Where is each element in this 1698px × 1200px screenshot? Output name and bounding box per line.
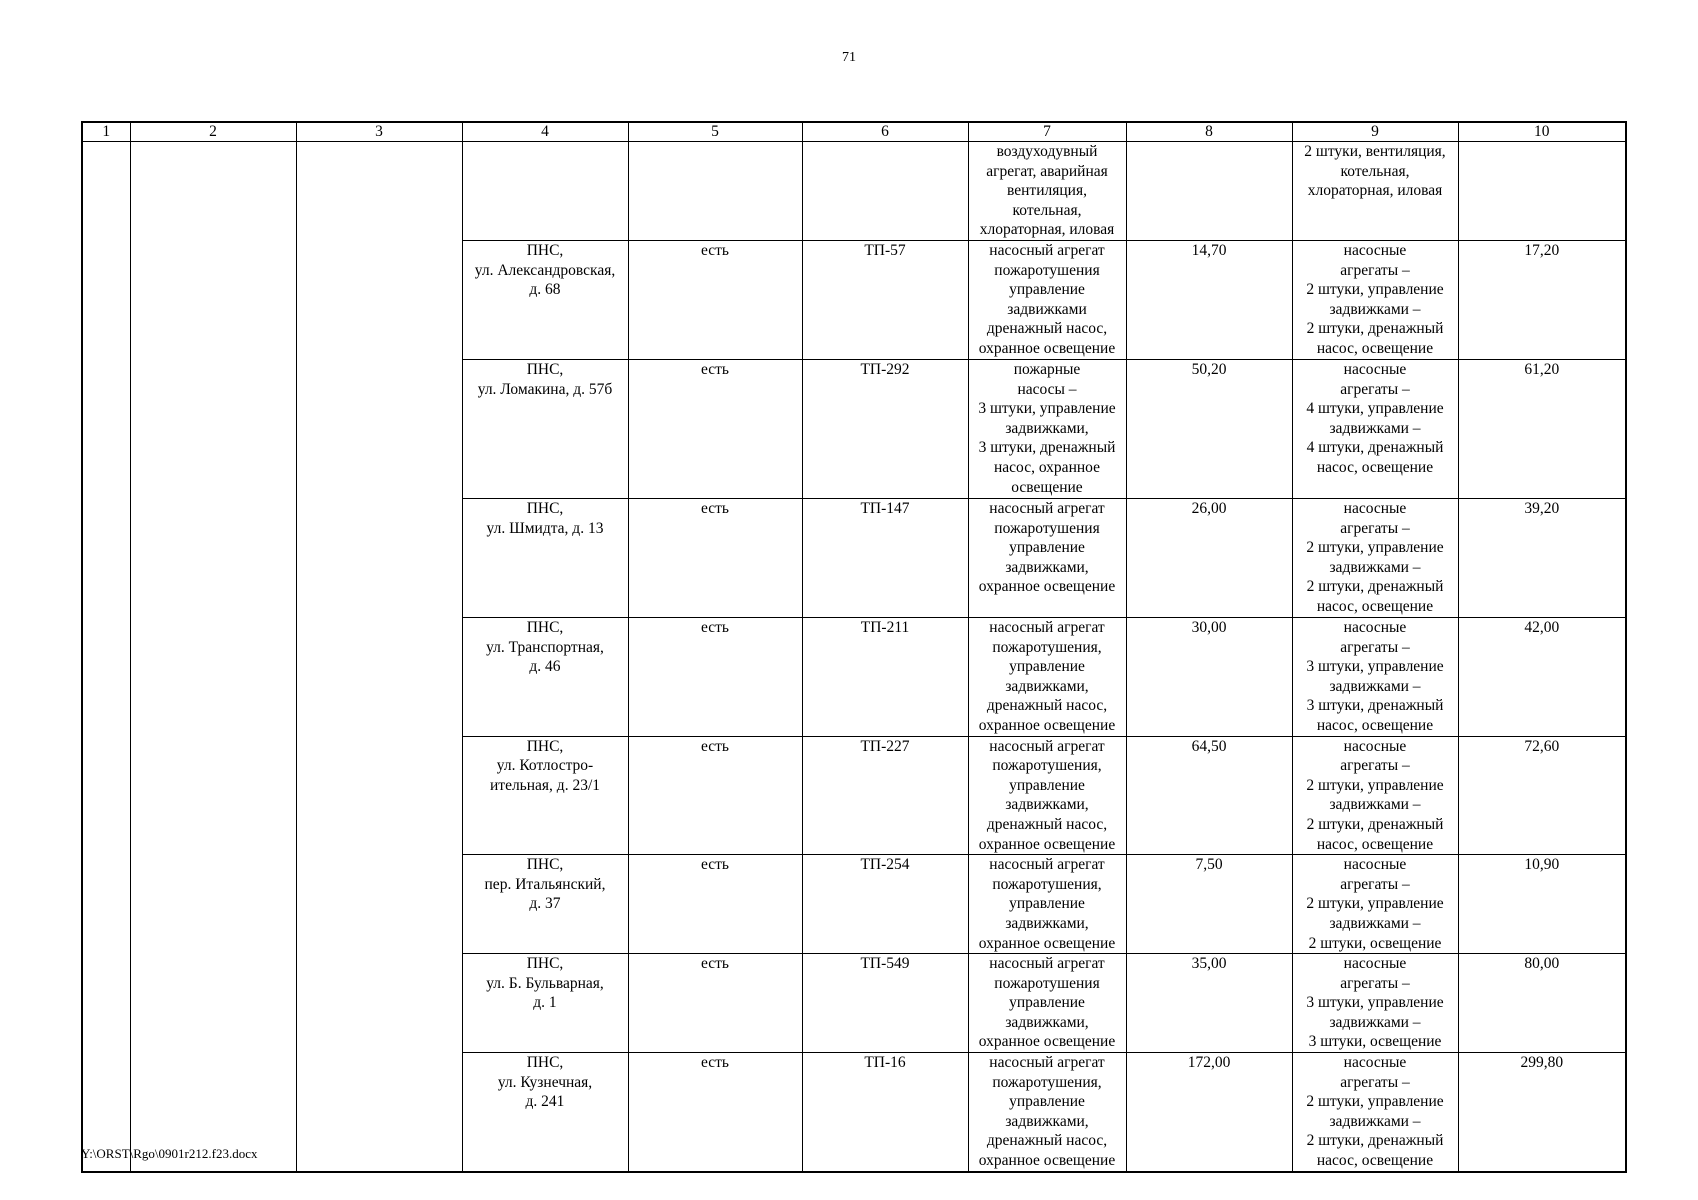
cell-substation: ТП-292 bbox=[802, 360, 968, 499]
cell-total: 299,80 bbox=[1458, 1053, 1626, 1172]
header-cell: 5 bbox=[628, 122, 802, 142]
cell-col-8 bbox=[1126, 142, 1292, 241]
cell-equipment: насосный агрегат пожаротушения, управление задвижками, охранное освещение bbox=[968, 855, 1126, 954]
header-cell: 6 bbox=[802, 122, 968, 142]
cell-value: 26,00 bbox=[1126, 499, 1292, 618]
header-cell: 8 bbox=[1126, 122, 1292, 142]
cell-total: 61,20 bbox=[1458, 360, 1626, 499]
cell-equipment: насосный агрегат пожаротушения управление задвижками дренажный насос, охранное освещение bbox=[968, 241, 1126, 360]
cell-availability: есть bbox=[628, 736, 802, 855]
header-cell: 4 bbox=[462, 122, 628, 142]
cell-availability: есть bbox=[628, 360, 802, 499]
cell-availability: есть bbox=[628, 855, 802, 954]
cell-total: 17,20 bbox=[1458, 241, 1626, 360]
cell-value: 30,00 bbox=[1126, 618, 1292, 737]
continuation-row bbox=[82, 142, 1626, 241]
cell-value: 7,50 bbox=[1126, 855, 1292, 954]
cell-total: 42,00 bbox=[1458, 618, 1626, 737]
footer-file-path: Y:\ORST\Rgo\0901r212.f23.docx bbox=[81, 1146, 258, 1161]
cell-station: ПНС, ул. Б. Бульварная, д. 1 bbox=[462, 954, 628, 1053]
cell-value: 14,70 bbox=[1126, 241, 1292, 360]
data-table bbox=[81, 121, 1627, 1173]
cell-equipment-summary: насосные агрегаты – 3 штуки, управление задвижками – 3 штуки, дренажный насос, освещение bbox=[1292, 618, 1458, 737]
cell-substation: ТП-211 bbox=[802, 618, 968, 737]
cell-value: 35,00 bbox=[1126, 954, 1292, 1053]
header-cell: 1 bbox=[82, 122, 130, 142]
cell-substation: ТП-227 bbox=[802, 736, 968, 855]
cell-total: 72,60 bbox=[1458, 736, 1626, 855]
cell-availability: есть bbox=[628, 1053, 802, 1172]
cell-equipment: насосный агрегат пожаротушения, управление задвижками, дренажный насос, охранное освещение bbox=[968, 618, 1126, 737]
cell-station: ПНС, ул. Шмидта, д. 13 bbox=[462, 499, 628, 618]
data-table-container bbox=[81, 121, 1625, 1173]
cell-col-4 bbox=[462, 142, 628, 241]
cell-equipment-summary: насосные агрегаты – 4 штуки, управление задвижками – 4 штуки, дренажный насос, освещение bbox=[1292, 360, 1458, 499]
cell-availability: есть bbox=[628, 241, 802, 360]
cell-equipment-summary: насосные агрегаты – 2 штуки, управление задвижками – 2 штуки, дренажный насос, освещение bbox=[1292, 736, 1458, 855]
cell-total: 10,90 bbox=[1458, 855, 1626, 954]
cell-station: ПНС, ул. Транспортная, д. 46 bbox=[462, 618, 628, 737]
cell-col-1 bbox=[82, 142, 130, 1172]
cell-col-5 bbox=[628, 142, 802, 241]
header-cell: 10 bbox=[1458, 122, 1626, 142]
cell-equipment: насосный агрегат пожаротушения, управление задвижками, дренажный насос, охранное освещение bbox=[968, 736, 1126, 855]
cell-equipment-summary: насосные агрегаты – 2 штуки, управление задвижками – 2 штуки, освещение bbox=[1292, 855, 1458, 954]
header-row bbox=[82, 122, 1626, 142]
cell-availability: есть bbox=[628, 954, 802, 1053]
cell-substation: ТП-147 bbox=[802, 499, 968, 618]
cell-station: ПНС, ул. Александровская, д. 68 bbox=[462, 241, 628, 360]
cell-equipment: насосный агрегат пожаротушения управление задвижками, охранное освещение bbox=[968, 954, 1126, 1053]
cell-equipment-summary: насосные агрегаты – 2 штуки, управление задвижками – 2 штуки, дренажный насос, освещение bbox=[1292, 1053, 1458, 1172]
cell-substation: ТП-57 bbox=[802, 241, 968, 360]
cell-value: 50,20 bbox=[1126, 360, 1292, 499]
header-cell: 3 bbox=[296, 122, 462, 142]
cell-value: 172,00 bbox=[1126, 1053, 1292, 1172]
cell-station: ПНС, ул. Кузнечная, д. 241 bbox=[462, 1053, 628, 1172]
cell-total: 39,20 bbox=[1458, 499, 1626, 618]
cell-substation: ТП-254 bbox=[802, 855, 968, 954]
header-cell: 2 bbox=[130, 122, 296, 142]
header-cell: 9 bbox=[1292, 122, 1458, 142]
cell-value: 64,50 bbox=[1126, 736, 1292, 855]
cell-equipment-summary: 2 штуки, вентиляция, котельная, хлораторная, иловая bbox=[1292, 142, 1458, 241]
cell-station: ПНС, ул. Ломакина, д. 57б bbox=[462, 360, 628, 499]
page-number: 71 bbox=[842, 50, 856, 65]
cell-substation: ТП-16 bbox=[802, 1053, 968, 1172]
cell-equipment-summary: насосные агрегаты – 2 штуки, управление задвижками – 2 штуки, дренажный насос, освещение bbox=[1292, 499, 1458, 618]
cell-equipment: пожарные насосы – 3 штуки, управление задвижками, 3 штуки, дренажный насос, охранное освещение bbox=[968, 360, 1126, 499]
cell-equipment: насосный агрегат пожаротушения, управление задвижками, дренажный насос, охранное освещение bbox=[968, 1053, 1126, 1172]
cell-availability: есть bbox=[628, 499, 802, 618]
cell-equipment-summary: насосные агрегаты – 3 штуки, управление задвижками – 3 штуки, освещение bbox=[1292, 954, 1458, 1053]
header-cell: 7 bbox=[968, 122, 1126, 142]
cell-col-3 bbox=[296, 142, 462, 1172]
cell-station: ПНС, пер. Итальянский, д. 37 bbox=[462, 855, 628, 954]
cell-substation: ТП-549 bbox=[802, 954, 968, 1053]
cell-total: 80,00 bbox=[1458, 954, 1626, 1053]
cell-station: ПНС, ул. Котлостро- ительная, д. 23/1 bbox=[462, 736, 628, 855]
cell-equipment: насосный агрегат пожаротушения управление задвижками, охранное освещение bbox=[968, 499, 1126, 618]
cell-equipment-summary: насосные агрегаты – 2 штуки, управление задвижками – 2 штуки, дренажный насос, освещение bbox=[1292, 241, 1458, 360]
cell-col-10 bbox=[1458, 142, 1626, 241]
cell-col-2 bbox=[130, 142, 296, 1172]
cell-availability: есть bbox=[628, 618, 802, 737]
cell-equipment: воздуходувный агрегат, аварийная вентиляция, котельная, хлораторная, иловая bbox=[968, 142, 1126, 241]
cell-col-6 bbox=[802, 142, 968, 241]
